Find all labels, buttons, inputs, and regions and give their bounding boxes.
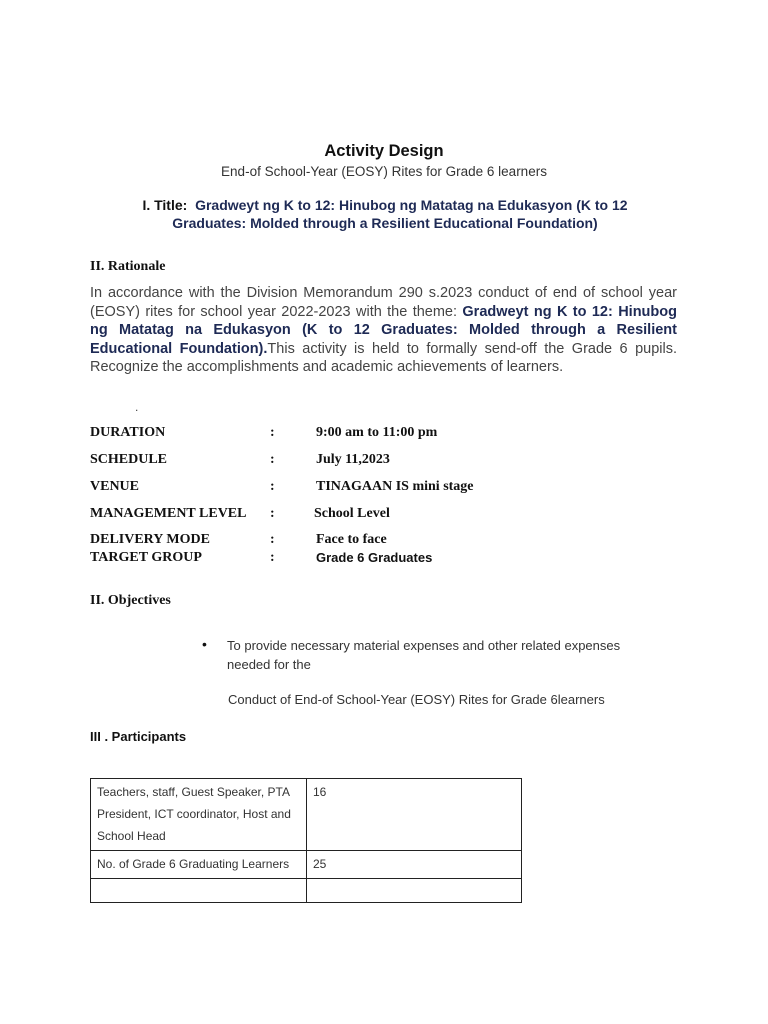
title-line-1: Gradweyt ng K to 12: Hinubog ng Matatag na Edukasyon (K to 12 [195, 197, 628, 213]
participant-count [307, 879, 522, 903]
detail-separator: : [270, 452, 275, 467]
rationale-theme: Gradweyt ng K to 12: Hinubog ng Matatag na Edukasyon (K to 12 Graduates: Molded through a Resilient Educational Foundation). [90, 303, 677, 357]
participants-table [90, 778, 522, 903]
stray-mark: . [135, 400, 139, 414]
detail-key: MANAGEMENT LEVEL [90, 506, 247, 521]
detail-separator: : [270, 425, 275, 440]
participant-count: 16 [307, 779, 522, 851]
title-line-2: Graduates: Molded through a Resilient Educational Foundation) [172, 215, 598, 231]
table-row [91, 779, 522, 851]
detail-row-schedule [90, 452, 690, 470]
table-row [91, 879, 522, 903]
detail-value: TINAGAAN IS mini stage [316, 479, 474, 494]
participants-heading: III . Participants [90, 729, 187, 744]
detail-row-delivery-mode [90, 532, 690, 550]
title-label: I. Title: [142, 197, 188, 213]
detail-separator: : [270, 532, 275, 547]
participant-count: 25 [307, 851, 522, 879]
detail-key: DELIVERY MODE [90, 532, 210, 547]
objectives-heading: II. Objectives [90, 593, 171, 608]
rationale-intro: In accordance with the Division Memorandum 290 s.2023 conduct of end of school year (EOSY) rites for school year 2022-2023 with the theme: [90, 285, 677, 320]
document-title: Activity Design [324, 142, 444, 160]
bullet-icon: • [202, 636, 207, 652]
detail-key: VENUE [90, 479, 140, 494]
detail-value: July 11,2023 [316, 452, 390, 467]
rationale-heading: II. Rationale [90, 259, 166, 274]
detail-separator: : [270, 550, 275, 565]
table-row [91, 851, 522, 879]
objective-continuation: Conduct of End-of School-Year (EOSY) Rites for Grade 6learners [228, 692, 605, 707]
detail-row-management-level [90, 506, 690, 524]
detail-row-venue [90, 479, 690, 497]
detail-row-duration [90, 425, 690, 443]
detail-separator: : [270, 479, 275, 494]
detail-value: Face to face [316, 532, 387, 547]
detail-value: Grade 6 Graduates [316, 550, 433, 565]
rationale-closing: This activity is held to formally send-off the Grade 6 pupils. Recognize the accomplishments and academic achievements of learners. [90, 340, 677, 375]
detail-row-target-group [90, 550, 690, 568]
participant-description: Teachers, staff, Guest Speaker, PTA President, ICT coordinator, Host and School Head [91, 779, 307, 851]
detail-value: 9:00 am to 11:00 pm [316, 425, 438, 440]
detail-separator: : [270, 506, 275, 521]
activity-title-block [100, 196, 670, 232]
participant-description [91, 879, 307, 903]
detail-key: SCHEDULE [90, 452, 168, 467]
objective-item: To provide necessary material expenses and other related expenses needed for the [227, 638, 621, 672]
detail-key: DURATION [90, 425, 166, 440]
document-subtitle: End-of School-Year (EOSY) Rites for Grade 6 learners [221, 164, 547, 179]
participant-description: No. of Grade 6 Graduating Learners [91, 851, 307, 879]
detail-key: TARGET GROUP [90, 550, 202, 565]
detail-value: School Level [314, 506, 390, 521]
rationale-paragraph [90, 284, 677, 377]
